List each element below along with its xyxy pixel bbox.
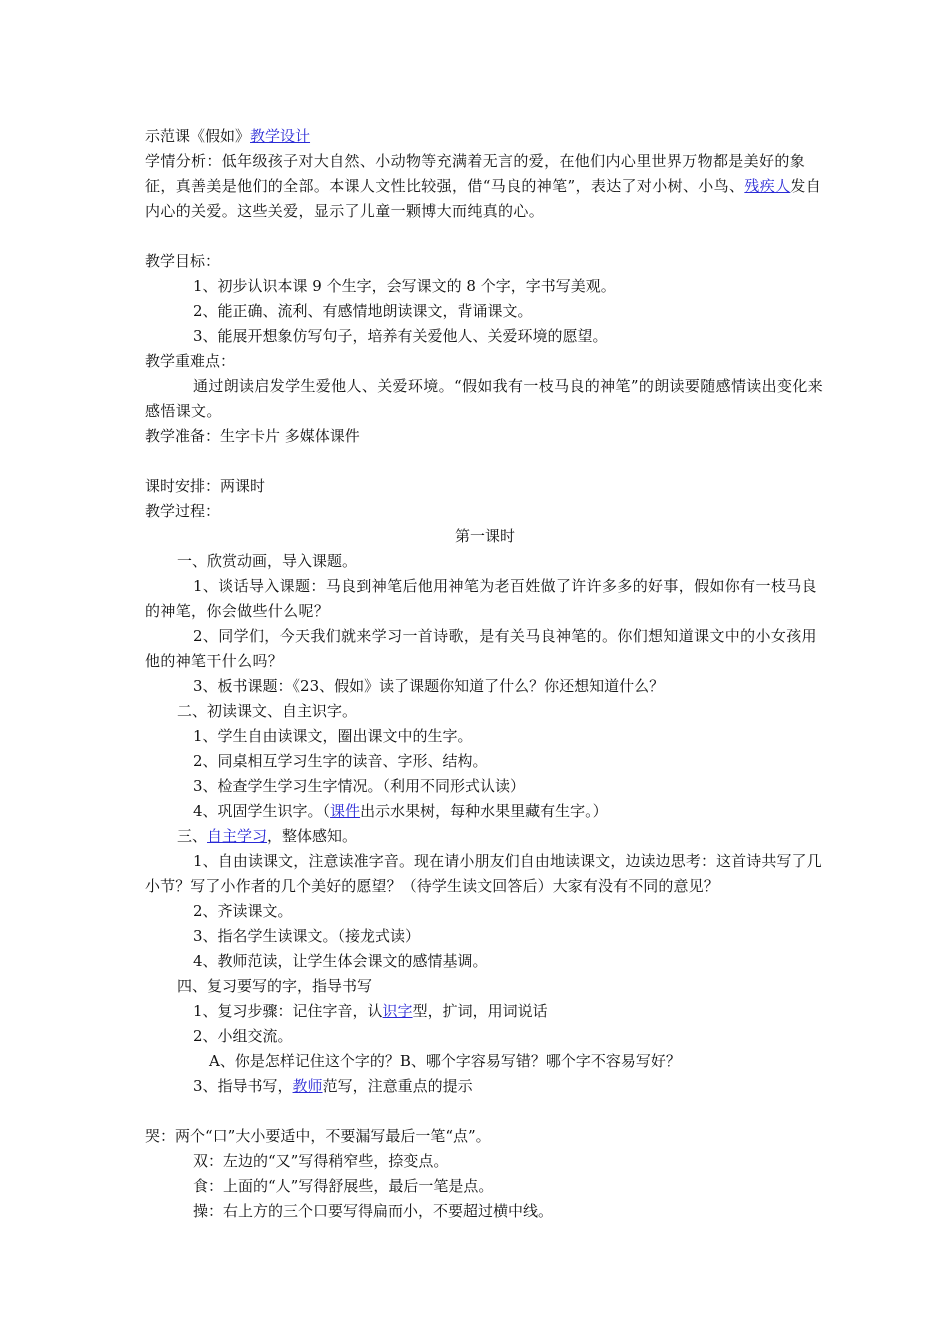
literacy-link[interactable]: 识字 [382,1002,413,1020]
char-note: 双：左边的“又”写得稍窄些，捺变点。 [193,1152,449,1170]
analysis-text-2: 发自内心的关爱。这些关爱，显示了儿童一颗博大而纯真的心。 [145,177,822,220]
char-note: 哭：两个“口”大小要适中，不要漏写最后一笔“点”。 [145,1127,491,1145]
heading-text: ，整体感知。 [267,827,358,845]
section-three-item: 4、教师范读，让学生体会课文的感情基调。 [193,952,488,970]
title-text: 示范课《假如》 [145,127,251,145]
learning-analysis-paragraph [145,149,825,224]
char-note: 食：上面的“人”写得舒展些，最后一笔是点。 [193,1177,494,1195]
goal-item: 1、初步认识本课 9 个生字，会写课文的 8 个字，字书写美观。 [193,277,616,295]
doc-title [145,124,825,149]
key-points-heading: 教学重难点： [145,352,236,370]
char-note: 操：右上方的三个口要写得扁而小，不要超过横中线。 [193,1202,554,1220]
section-four-subitem: A、你是怎样记住这个字的？B、哪个字容易写错？哪个字不容易写好？ [209,1052,681,1070]
section-four-item [145,1074,825,1099]
section-one-item: 1、谈话导入课题：马良到神笔后他用神笔为老百姓做了许许多多的好事，假如你有一枝马良的神笔，你会做些什么呢？ [145,577,817,620]
goals-heading: 教学目标： [145,252,221,270]
section-three-item: 3、指名学生读课文。（接龙式读） [193,927,421,945]
section-three-heading [145,824,825,849]
spacer [145,1099,825,1124]
section-one-item: 3、板书课题：《23、假如》读了课题你知道了什么？你还想知道什么？ [193,677,665,695]
spacer [145,449,825,474]
disabled-people-link[interactable]: 残疾人 [744,177,791,195]
section-three-item: 1、自由读课文，注意读准字音。现在请小朋友们自由地读课文，边读边思考：这首诗共写了几小节？写了小作者的几个美好的愿望？（待学生读文回答后）大家有没有不同的意见？ [145,852,822,895]
analysis-text-1: 学情分析：低年级孩子对大自然、小动物等充满着无言的爱，在他们内心里世界万物都是美好的象征，真善美是他们的全部。本课人文性比较强，借“马良的神笔”，表达了对小树、小鸟、 [145,152,806,195]
item-text: 1、复习步骤：记住字音，认 [193,1002,383,1020]
item-text: 范写，注意重点的提示 [322,1077,473,1095]
teacher-link[interactable]: 教师 [292,1077,323,1095]
document-body [145,124,825,1224]
section-four-heading: 四、复习要写的字，指导书写 [177,977,373,995]
section-one-item: 2、同学们，今天我们就来学习一首诗歌，是有关马良神笔的。你们想知道课文中的小女孩用他的神笔干什么吗？ [145,627,817,670]
section-one-heading: 一、欣赏动画，导入课题。 [177,552,358,570]
section-two-item: 3、检查学生学习生字情况。（利用不同形式认读） [193,777,526,795]
item-text: 出示水果树，每种水果里藏有生字。） [360,802,608,820]
section-two-heading: 二、初读课文、自主识字。 [177,702,358,720]
section-three-item: 2、齐读课文。 [193,902,293,920]
courseware-link[interactable]: 课件 [330,802,361,820]
section-two-item: 2、同桌相互学习生字的读音、字形、结构。 [193,752,488,770]
process-heading: 教学过程： [145,502,221,520]
item-text: 型，扩词，用词说话 [412,1002,548,1020]
spacer [145,224,825,249]
self-study-link[interactable]: 自主学习 [207,827,268,845]
preparation-line: 教学准备：生字卡片 多媒体课件 [145,427,360,445]
heading-text: 三、 [177,827,208,845]
goal-item: 3、能展开想象仿写句子，培养有关爱他人、关爱环境的愿望。 [193,327,608,345]
section-four-item: 2、小组交流。 [193,1027,293,1045]
lesson-one-heading: 第一课时 [454,527,515,545]
section-two-item: 1、学生自由读课文，圈出课文中的生字。 [193,727,473,745]
key-points-text: 通过朗读启发学生爱他人、关爱环境。“假如我有一枝马良的神笔”的朗读要随感情读出变化来感悟课文。 [145,377,824,420]
section-four-item [145,999,825,1024]
teaching-design-link[interactable]: 教学设计 [250,127,311,145]
item-text: 4、巩固学生识字。（ [193,802,331,820]
schedule-line: 课时安排：两课时 [145,477,266,495]
section-two-item [145,799,825,824]
item-text: 3、指导书写， [193,1077,293,1095]
goal-item: 2、能正确、流利、有感情地朗读课文，背诵课文。 [193,302,533,320]
